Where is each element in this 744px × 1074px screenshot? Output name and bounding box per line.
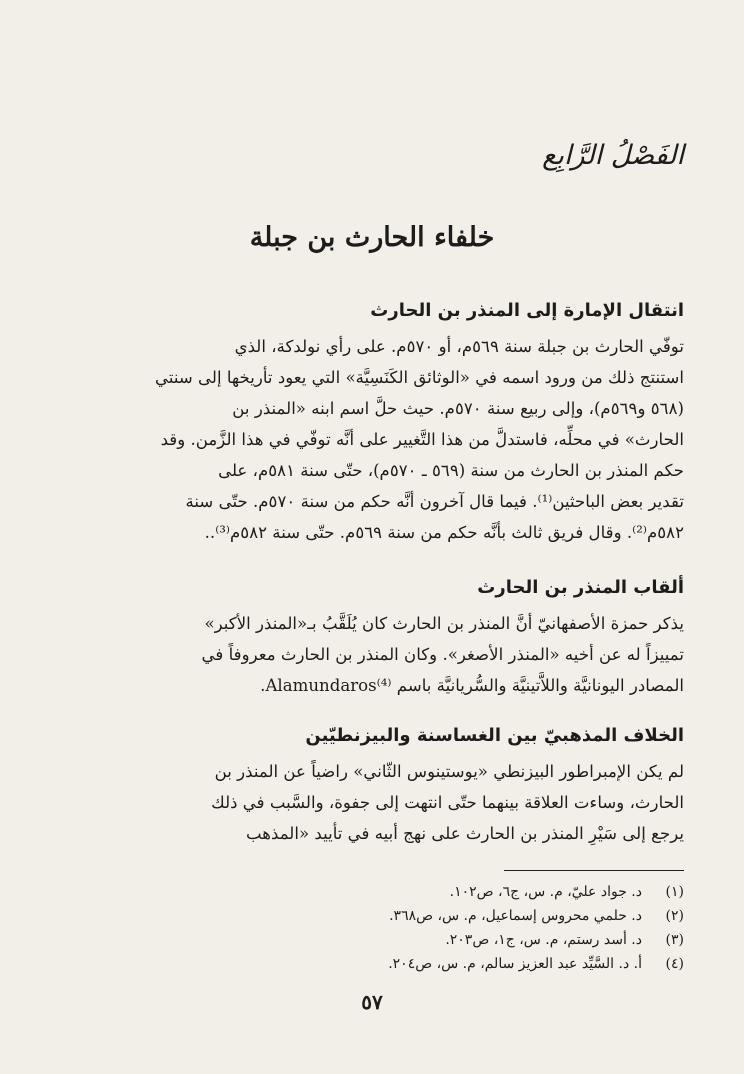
text-line: تمييزاً له عن أخيه «المنذر الأصغر». وكان المنذر بن الحارث معروفاً في — [201, 645, 684, 664]
footnote — [60, 880, 684, 904]
section-succession — [58, 300, 684, 548]
section-heading: الخلاف المذهبيّ بين الغساسنة والبيزنطيّين — [305, 725, 684, 746]
text-line: الحارث» في محلِّه، فاستدلَّ من هذا التَّغيير على أنَّه توفّي في هذا الزَّمن. وقد — [160, 430, 684, 449]
text-line: يرجع إلى سَيْرِ المنذر بن الحارث على نهج أبيه في تأييد «المذهب — [245, 824, 684, 843]
footnote — [60, 904, 684, 928]
footnote-text: أ. د. السَّيِّد عبد العزيز سالم، م. س، ص٢٠٤. — [388, 956, 642, 972]
chapter-label: الفَصْلُ الرَّابِع — [542, 140, 684, 171]
page-title: خلفاء الحارث بن جبلة — [249, 222, 495, 253]
text-line: لم يكن الإمبراطور البيزنطي «يوستينوس الثّاني» راضياً عن المنذر بن — [214, 762, 684, 781]
section-heading: ألقاب المنذر بن الحارث — [477, 577, 684, 598]
paragraph — [58, 608, 684, 701]
footnote-number: (٤) — [665, 956, 684, 972]
footnote-text: د. أسد رستم، م. س، ج١، ص٢٠٣. — [445, 932, 642, 948]
footnotes — [60, 880, 684, 976]
text-line: تقدير بعض الباحثين⁽¹⁾. فيما قال آخرون أنَّه حكم من سنة ٥٧٠م. حتّى سنة — [185, 492, 684, 511]
footnote-text: د. حلمي محروس إسماعيل، م. س، ص٣٦٨. — [389, 908, 642, 924]
text-line: حكم المنذر بن الحارث من سنة (٥٦٩ ـ ٥٧٠م)، حتّى سنة ٥٨١م، على — [218, 461, 684, 480]
paragraph — [58, 756, 684, 849]
section-heading: انتقال الإمارة إلى المنذر بن الحارث — [370, 300, 684, 321]
text-line: توفّي الحارث بن جبلة سنة ٥٦٩م، أو ٥٧٠م. على رأي نولدكة، الذي — [234, 337, 684, 356]
paragraph — [58, 331, 684, 548]
text-line: المصادر اليونانيَّة واللاَّتينيَّة والسُّريانيَّة باسم Alamundaros⁽⁴⁾. — [260, 676, 684, 695]
section-titles — [58, 577, 684, 701]
footnote-divider — [504, 870, 684, 871]
page-number: ٥٧ — [361, 990, 383, 1014]
footnote-text: د. جواد عليّ، م. س، ج٦، ص١٠٢. — [449, 884, 642, 900]
footnote — [60, 952, 684, 976]
footnote-number: (١) — [665, 884, 684, 900]
text-line: الحارث، وساءت العلاقة بينهما حتّى انتهت إلى جفوة، والسَّبب في ذلك — [211, 793, 684, 812]
text-line: يذكر حمزة الأصفهانيّ أنَّ المنذر بن الحارث كان يُلَقَّبُ بـ«المنذر الأكبر» — [204, 614, 684, 633]
footnote — [60, 928, 684, 952]
footnote-number: (٢) — [665, 908, 684, 924]
section-doctrinal-dispute — [58, 725, 684, 849]
text-line: استنتج ذلك من ورود اسمه في «الوثائق الكَنَسِيَّة» التي يعود تأريخها إلى سنتي — [155, 368, 684, 387]
text-line: (٥٦٨ و٥٦٩م)، وإلى ربيع سنة ٥٧٠م. حيث حلَّ اسم ابنه «المنذر بن — [232, 399, 684, 418]
footnote-number: (٣) — [665, 932, 684, 948]
text-line: ٥٨٢م⁽²⁾. وقال فريق ثالث بأنَّه حكم من سنة ٥٦٩م. حتّى سنة ٥٨٢م⁽³⁾.. — [204, 523, 684, 542]
